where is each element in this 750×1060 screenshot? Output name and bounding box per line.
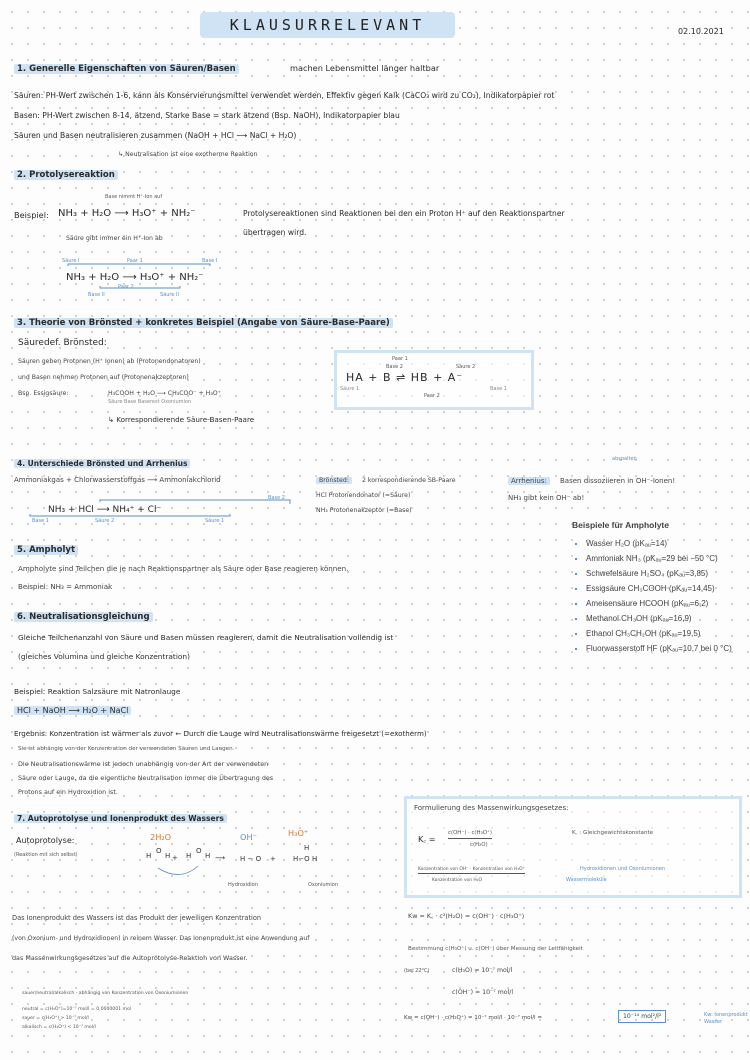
protolysis-equation: NH₃ + H₂O ⟶ H₃O⁺ + NH₂⁻ — [58, 208, 196, 219]
water-label: 2H₂O — [150, 832, 172, 842]
svg-text:H: H — [146, 852, 152, 860]
acid-gives-note: Säure gibt immer ein H⁺-Ion ab — [66, 235, 163, 242]
ampholyte-title: Beispiele für Ampholyte — [572, 520, 669, 530]
bronsted-label: Brönsted: — [316, 476, 352, 485]
concentration-denominator: Konzentration von H₂O — [432, 878, 482, 883]
ampholyte-item: • Methanol CH₃OH (pKₐᵤ=16,9) — [586, 611, 744, 626]
neutralization-result: Ergebnis: Konzentration ist wärmer als zuvor ← Durch die Lauge wird Neutralisationswärme freigesetzt (=exotherm) — [14, 729, 427, 738]
label-paar-1: Paar 1 — [127, 258, 143, 264]
neutralization-note-4: Protons auf ein Hydroxidion ist. — [18, 788, 118, 796]
ampholyte-item: • Ammoniak NH₃ (pKₐᵤ=29 bei −50 °C) — [586, 551, 744, 566]
section-3-heading: 3. Theorie von Brönsted + konkretes Beispiel (Angabe von Säure-Base-Paare) — [14, 318, 393, 329]
corresponding-pairs-note: ↳ Korrespondierende Säure-Basen-Paare — [108, 415, 255, 424]
box-label-paar-1: Paar 1 — [392, 356, 408, 362]
protolysis-definition-2: übertragen wird. — [243, 228, 307, 237]
ph-note-1: sauer/neutral/alkalisch - abhängig von Konzentration von Oxoniumionen — [22, 991, 189, 996]
arrhenius-label: Arrhenius: — [508, 477, 550, 486]
kc-symbol: K꜀ = — [418, 834, 436, 844]
box-label-base-2: Base 2 — [386, 364, 403, 370]
bases-line: Basen: PH-Wert zwischen 8-14, ätzend, Starke Base = stark ätzend (Bsp. NaOH), Indikatorpapier blau — [14, 111, 400, 120]
svg-text:H−O: H−O — [293, 855, 310, 863]
ionic-product-line-3: das Massenwirkungsgesetzes auf die Autoprotolyse-Reaktion von Wasser. — [12, 954, 248, 962]
s4-label-base-2: Base 2 — [268, 495, 285, 501]
ph-note-acidic: sauer = c(H₃O⁺) > 10⁻⁷ mol/l — [22, 1016, 89, 1021]
svg-text:H: H — [165, 852, 171, 860]
example-label: Beispiel: — [14, 210, 49, 220]
s4-label-base-1: Base 1 — [32, 518, 49, 524]
s4-label-saeure-2: Säure 2 — [95, 518, 115, 524]
date: 02.10.2021 — [678, 27, 724, 36]
ph-note-neutral: neutral = c(H₃O⁺)=10⁻⁷ mol/l = 0,0000001 mol — [22, 1007, 132, 1012]
ampholyte-list — [572, 536, 744, 656]
svg-text:+: + — [270, 855, 276, 863]
label-saeure-2: Säure II — [160, 292, 179, 298]
kw-calculation: Kw = c(OH⁻) · c(H₃O⁺) = 10⁻⁷ mol/l · 10⁻⁷ mol/l = — [404, 1015, 543, 1021]
svg-text:O: O — [156, 847, 162, 855]
neutralization-line-2: (gleiches Volumina und gleiche Konzentration) — [18, 652, 190, 661]
section-7-heading: 7. Autoprotolyse und Ionenprodukt des Wassers — [14, 813, 227, 824]
ampholyte-item: • Essigsäure CH₃COOH (pKₐᵤ=14,45) — [586, 581, 744, 596]
ampholyte-item: • Fluorwasserstoff HF (pKₐᵤ=10,7 bei 0 °C) — [586, 641, 744, 656]
ampholyte-item: • Schwefelsäure H₂SO₄ (pKₐᵤ=3,85) — [586, 566, 744, 581]
hydroxide-ion-label: Hydroxidion — [228, 882, 258, 888]
arrhenius-point-1: Basen dissoziieren in OH⁻-Ionen! — [560, 477, 676, 485]
section-6-heading: 6. Neutralisationsgleichung — [14, 612, 153, 623]
kw-measurement: Bestimmung c(H₃O⁺) u. c(OH⁻) über Messung der Leitfähigkeit — [408, 946, 583, 952]
svg-text:H: H — [186, 852, 192, 860]
exothermic-note: ↳ Neutralisation ist eine exotherme Reaktion — [118, 151, 258, 158]
mass-action-heading: Formulierung des Massenwirkungsgesetzes: — [414, 804, 569, 812]
svg-text:H: H — [205, 852, 211, 860]
kw-temperature: (bei 22°C) — [404, 968, 430, 974]
protolysis-equation-2: NH₃ + H₂O ⟶ H₃O⁺ + NH₂⁻ — [66, 272, 204, 283]
ionic-product-line-1: Das Ionenprodukt des Wassers ist das Produkt der jeweiligen Konzentration — [12, 914, 262, 922]
page-title: KLAUSURRELEVANT — [200, 12, 455, 38]
oxonium-ion-label: Oxoniumion — [308, 882, 339, 888]
ph-note-alkaline: alkalisch = c(H₃O⁺) < 10⁻⁷ mol/l — [22, 1025, 96, 1030]
neutralization-note-2: Die Neutralisationswärme ist jedoch unabhängig von der Art der verwendeten — [18, 760, 269, 768]
acetic-acid-equation: H₃COOH + H₂O ⟶ CH₃COO⁻ + H₃O⁺ — [108, 390, 221, 397]
oxonium-label: H₃O⁺ — [288, 828, 309, 838]
kw-result: 10⁻¹⁴ mol²/l² — [618, 1010, 666, 1023]
svg-text:⟶: ⟶ — [215, 854, 226, 862]
bronsted-point-2: HCl Protonendonator (=Säure) — [316, 492, 411, 499]
label-saeure-1: Säure I — [62, 258, 80, 264]
arrhenius-point-2: NH₃ gibt kein OH⁻ ab! — [508, 494, 585, 502]
ammonia-reaction-line: Ammoniakgas + Chlorwasserstoffgas ⟶ Ammoniakchlorid — [14, 476, 221, 484]
kw-h3o-concentration: c(H₃O) = 10⁻⁷ mol/l — [452, 967, 513, 974]
bronsted-example-label: Bsp. Essigsäure: — [18, 390, 69, 397]
s4-label-saeure-1: Säure 1 — [205, 518, 225, 524]
abspalten-note: abspalten — [612, 456, 637, 462]
neutralization-equation: HCl + NaOH ⟶ H₂O + NaCl — [14, 705, 131, 716]
neutralization-example: Beispiel: Reaktion Salzsäure mit Natronlauge — [14, 687, 181, 696]
ampholyte-example: Beispiel: NH₃ = Ammoniak — [18, 582, 113, 591]
hydroxide-label: OH⁻ — [240, 832, 257, 842]
kc-denominator: c(H₂O) — [470, 842, 488, 848]
bronsted-point-3: NH₃ Protonenakzeptor (=Base) — [316, 507, 412, 514]
svg-text:H: H — [312, 855, 318, 863]
bronsted-point-1: 2 korrespondierende SB-Paare — [362, 477, 456, 484]
section-1-heading: 1. Generelle Eigenschaften von Säuren/Basen — [14, 64, 239, 75]
kc-numerator: c(OH⁻) · c(H₃O⁺) — [448, 830, 492, 839]
kw-definition: Kw = K꜀ · c²(H₂O) = c(OH⁻) · c(H₃O⁺) — [408, 912, 525, 920]
box-label-saeure-2: Säure 2 — [456, 364, 476, 370]
ampholyte-item: • Ameisensäure HCOOH (pKₐᵤ=6,2) — [586, 596, 744, 611]
bronsted-line-1: Säuren geben Protonen (H⁺ Ionen) ab (Protonendonatoren) — [18, 358, 201, 365]
svg-text:H − O: H − O — [240, 855, 262, 863]
section-1-note: machen Lebensmittel länger haltbar — [290, 63, 440, 73]
acetic-acid-labels: Säure Base Baserest Oxoniumion — [108, 399, 192, 405]
ampholyte-definition: Ampholyte sind Teilchen die je nach Reaktionspartner als Säure oder Base reagieren können. — [18, 564, 349, 573]
autoprotolysis-title: Autoprotolyse: — [16, 836, 75, 845]
svg-text:+: + — [172, 854, 178, 862]
neutralize-line: Säuren und Basen neutralisieren zusammen (NaOH + HCl ⟶ NaCl + H₂O) — [14, 131, 297, 140]
box-label-paar-2: Paar 2 — [424, 393, 440, 399]
kw-oh-concentration: c(OH⁻) = 10⁻⁷ mol/l — [452, 989, 514, 996]
svg-text:O: O — [196, 847, 202, 855]
neutralization-line-1: Gleiche Teilchenanzahl von Säure und Basen müssen reagieren, damit die Neutralisation vollendig ist — [18, 633, 394, 642]
section-5-heading: 5. Ampholyt — [14, 545, 78, 556]
box-equation: HA + B ⇌ HB + A⁻ — [346, 371, 464, 384]
ampholyte-item: • Ethanol CH₃CH₂OH (pKₐᵤ=19,5) — [586, 626, 744, 641]
protolysis-definition-1: Protolysereaktionen sind Reaktionen bei den ein Proton H⁺ auf den Reaktionspartner — [243, 209, 565, 218]
box-label-base-1: Base 1 — [490, 386, 507, 392]
ionic-product-line-2: (von Oxonium- und Hydroxidionen) in reinem Wasser. Das Ionenprodukt ist eine Anwendung auf — [12, 935, 310, 942]
kw-label: Kw: Ionenprodukt Wasser — [704, 1012, 748, 1025]
svg-text:H: H — [304, 844, 310, 852]
label-paar-2: Paar 2 — [118, 284, 134, 290]
bronsted-line-2: und Basen nehmen Protonen auf (Protonenakzeptoren) — [18, 374, 189, 381]
section-2-heading: 2. Protolysereaktion — [14, 170, 118, 181]
base-takes-note: Base nimmt H⁺-Ion auf — [105, 194, 163, 200]
concentration-numerator: Konzentration von OH⁻ · Konzentration von H₃O⁺ — [418, 867, 525, 872]
section-4-heading: 4. Unterschiede Brönsted und Arrhenius — [14, 458, 190, 469]
neutralization-note-3: Säure oder Lauge, da die eigentliche Neutralisation immer die Übertragung des — [18, 774, 274, 782]
autoprotolysis-subtitle: (Reaktion mit sich selbst) — [14, 852, 78, 858]
box-label-saeure-1: Säure 1 — [340, 386, 360, 392]
ampholyte-examples — [572, 520, 744, 656]
bronsted-definition-title: Säuredef. Brönsted: — [18, 338, 107, 348]
label-base-1: Base I — [202, 258, 218, 264]
water-molecules-note: Wassermoleküle — [566, 877, 607, 883]
neutralization-note-1: Sie ist abhängig von der Konzentration der verwendeten Säuren und Laugen. — [18, 746, 235, 752]
kc-label: K꜀ : Gleichgewichtskonstante — [572, 830, 654, 836]
acids-line: Säuren: PH-Wert zwischen 1-6, kann als Konservierungsmittel verwendet werden, Effektiv gegen Kalk (CaCO₃ wird zu CO₂), Indikatorpapier rot — [14, 91, 555, 100]
label-base-2: Base II — [88, 292, 105, 298]
ampholyte-item: • Wasser H₂O (pKₐᵤ=14) — [586, 536, 744, 551]
ammonia-equation: NH₃ + HCl ⟶ NH₄⁺ + Cl⁻ — [48, 505, 162, 515]
ions-note: Hydroxidionen und Oxoniumionen — [580, 866, 666, 872]
